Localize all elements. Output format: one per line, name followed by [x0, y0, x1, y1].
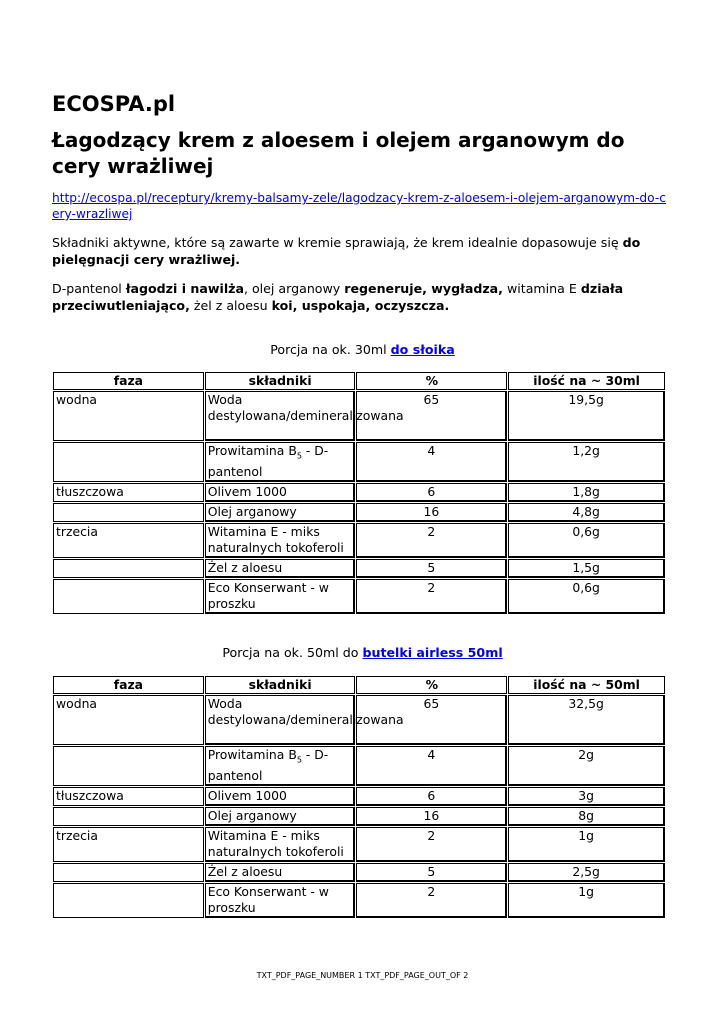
phase-cell — [53, 746, 204, 786]
ingredient-cell: Prowitamina $B_5$ - D-pantenol — [205, 442, 356, 482]
amount-cell: 1g — [508, 827, 665, 862]
ingredient-cell: Prowitamina $B_5$ - D-pantenol — [205, 746, 356, 786]
percent-cell: 5 — [356, 559, 507, 578]
percent-cell: 65 — [356, 695, 507, 745]
amount-cell: 0,6g — [508, 523, 665, 558]
portion-text: Porcja na ok. 30ml — [270, 342, 391, 357]
table-row — [53, 391, 665, 441]
benefit-part: witamina E — [502, 281, 581, 296]
recipe-url-link[interactable]: http://ecospa.pl/receptury/kremy-balsamy-zele/lagodzacy-krem-z-aloesem-i-olejem-arganowym-do-cery-wrazliwej — [52, 191, 666, 221]
table-row — [53, 787, 665, 806]
intro-bold: do pielęgnacji cery wrażliwej. — [52, 235, 641, 267]
ingredient-cell: Woda destylowana/demineralizowana — [205, 695, 356, 745]
table-row — [53, 483, 665, 502]
ingredient-cell: Olivem 1000 — [205, 483, 356, 502]
phase-cell: wodna — [53, 391, 204, 441]
phase-cell — [53, 807, 204, 826]
phase-cell — [53, 579, 204, 614]
percent-cell: 4 — [356, 442, 507, 482]
amount-cell: 3g — [508, 787, 665, 806]
table-row — [53, 442, 665, 482]
benefit-part: D-pantenol — [52, 281, 126, 296]
header-amount: ilość na ~ 30ml — [508, 372, 665, 390]
percent-cell: 2 — [356, 883, 507, 918]
ingredient-cell: Eco Konserwant - w proszku — [205, 883, 356, 918]
ingredient-cell: Olej arganowy — [205, 807, 356, 826]
header-phase: faza — [53, 372, 204, 390]
percent-cell: 4 — [356, 746, 507, 786]
header-amount: ilość na ~ 50ml — [508, 676, 665, 694]
ingredient-cell: Olej arganowy — [205, 503, 356, 522]
amount-cell: 1,2g — [508, 442, 665, 482]
phase-cell: tłuszczowa — [53, 483, 204, 502]
table-row — [53, 695, 665, 745]
phase-cell — [53, 442, 204, 482]
portion-line-50ml — [0, 645, 725, 660]
portion-text: Porcja na ok. 50ml do — [222, 645, 363, 660]
phase-cell: trzecia — [53, 523, 204, 558]
benefit-part: żel z aloesu — [189, 298, 272, 313]
phase-cell — [53, 863, 204, 882]
site-name: ECOSPA.pl — [52, 92, 176, 116]
percent-cell: 2 — [356, 579, 507, 614]
table-row — [53, 523, 665, 558]
amount-cell: 4,8g — [508, 503, 665, 522]
phase-cell: trzecia — [53, 827, 204, 862]
benefit-part: koi, uspokaja, oczyszcza. — [271, 298, 450, 313]
table-row — [53, 827, 665, 862]
recipe-table-30ml — [52, 371, 666, 615]
table-header-row — [53, 676, 665, 694]
intro-text: Składniki aktywne, które są zawarte w kremie sprawiają, że krem idealnie dopasowuje się — [52, 235, 623, 250]
percent-cell: 6 — [356, 787, 507, 806]
table-row — [53, 559, 665, 578]
table-row — [53, 579, 665, 614]
table-header-row — [53, 372, 665, 390]
header-phase: faza — [53, 676, 204, 694]
page-title: Łagodzący krem z aloesem i olejem arganowym do cery wrażliwej — [52, 128, 625, 178]
amount-cell: 32,5g — [508, 695, 665, 745]
ingredient-cell: Witamina E - miks naturalnych tokoferoli — [205, 827, 356, 862]
percent-cell: 65 — [356, 391, 507, 441]
phase-cell: wodna — [53, 695, 204, 745]
header-percent: % — [356, 372, 507, 390]
amount-cell: 1g — [508, 883, 665, 918]
header-ingredient: składniki — [205, 372, 356, 390]
amount-cell: 2g — [508, 746, 665, 786]
amount-cell: 19,5g — [508, 391, 665, 441]
benefit-part: regeneruje, wygładza, — [344, 281, 503, 296]
page-footer: TXT_PDF_PAGE_NUMBER 1 TXT_PDF_PAGE_OUT_OF 2 — [256, 971, 469, 980]
percent-cell: 2 — [356, 523, 507, 558]
percent-cell: 16 — [356, 503, 507, 522]
header-percent: % — [356, 676, 507, 694]
ingredient-cell: Olivem 1000 — [205, 787, 356, 806]
amount-cell: 2,5g — [508, 863, 665, 882]
amount-cell: 8g — [508, 807, 665, 826]
ingredient-cell: Woda destylowana/demineralizowana — [205, 391, 356, 441]
amount-cell: 1,5g — [508, 559, 665, 578]
amount-cell: 1,8g — [508, 483, 665, 502]
benefit-part: działa przeciwutleniająco, — [52, 281, 624, 313]
phase-cell — [53, 503, 204, 522]
table-row — [53, 807, 665, 826]
table-row — [53, 746, 665, 786]
ingredient-cell: Eco Konserwant - w proszku — [205, 579, 356, 614]
phase-cell — [53, 559, 204, 578]
phase-cell: tłuszczowa — [53, 787, 204, 806]
benefit-part: łagodzi i nawilża — [125, 281, 244, 296]
amount-cell: 0,6g — [508, 579, 665, 614]
header-ingredient: składniki — [205, 676, 356, 694]
ingredient-cell: Żel z aloesu — [205, 559, 356, 578]
intro-paragraph — [52, 234, 677, 268]
ingredient-cell: Witamina E - miks naturalnych tokoferoli — [205, 523, 356, 558]
phase-cell — [53, 883, 204, 918]
table-row — [53, 503, 665, 522]
percent-cell: 16 — [356, 807, 507, 826]
portion-line-30ml — [0, 342, 725, 357]
percent-cell: 6 — [356, 483, 507, 502]
recipe-table-50ml — [52, 675, 666, 919]
table-row — [53, 863, 665, 882]
percent-cell: 5 — [356, 863, 507, 882]
benefit-part: , olej arganowy — [243, 281, 345, 296]
jar-link[interactable]: do słoika — [390, 342, 455, 357]
airless-bottle-link[interactable]: butelki airless 50ml — [362, 645, 503, 660]
benefits-paragraph — [52, 280, 677, 314]
ingredient-cell: Żel z aloesu — [205, 863, 356, 882]
table-row — [53, 883, 665, 918]
percent-cell: 2 — [356, 827, 507, 862]
